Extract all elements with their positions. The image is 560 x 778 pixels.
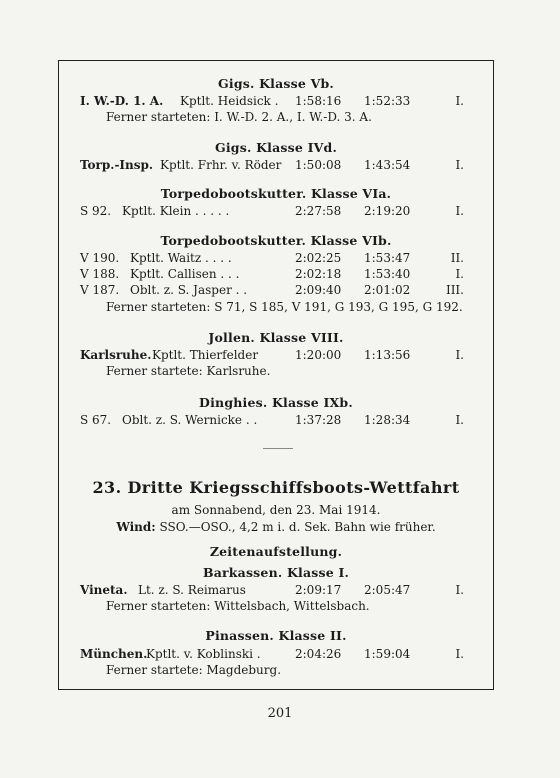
other-starters-note: Ferner startete: Magdeburg. xyxy=(106,663,282,677)
elapsed-time: 2:04:26 xyxy=(295,647,342,661)
placing: I. xyxy=(455,94,464,108)
corrected-time: 2:19:20 xyxy=(364,204,411,218)
result-row xyxy=(80,347,464,363)
boat-name: S 67. xyxy=(80,413,112,427)
placing: I. xyxy=(455,348,464,362)
other-starters-note: Ferner starteten: I. W.-D. 2. A., I. W.-D. 3. A. xyxy=(106,110,372,124)
wind-line xyxy=(58,520,494,534)
section-heading-dinghies: Dinghies. Klasse IXb. xyxy=(199,395,353,410)
wind-label: Wind: xyxy=(116,520,156,534)
section-heading-torpedo-vib: Torpedobootskutter. Klasse VIb. xyxy=(160,233,392,248)
placing: I. xyxy=(455,267,464,281)
boat-name: Vineta. xyxy=(80,583,128,597)
section-heading-gigs-ivd: Gigs. Klasse IVd. xyxy=(214,140,338,155)
skipper-name: Kptlt. Heidsick . xyxy=(180,94,279,108)
boat-name: V 188. xyxy=(80,267,120,281)
result-row xyxy=(80,157,464,173)
corrected-time: 1:53:47 xyxy=(364,251,411,265)
elapsed-time: 2:27:58 xyxy=(295,204,342,218)
skipper-name: Lt. z. S. Reimarus xyxy=(138,583,246,597)
wind-text: SSO.—OSO., 4,2 m i. d. Sek. Bahn wie früher. xyxy=(159,520,436,534)
page-number: 201 xyxy=(267,706,293,721)
elapsed-time: 2:02:25 xyxy=(295,251,342,265)
result-row xyxy=(80,412,464,428)
placing: I. xyxy=(455,204,464,218)
skipper-name: Oblt. z. S. Wernicke . . xyxy=(122,413,258,427)
result-row xyxy=(80,93,464,109)
elapsed-time: 1:50:08 xyxy=(295,158,342,172)
corrected-time: 1:13:56 xyxy=(364,348,411,362)
other-starters-note: Ferner starteten: Wittelsbach, Wittelsbach. xyxy=(106,599,370,613)
placing: I. xyxy=(455,647,464,661)
result-row xyxy=(80,266,464,282)
section-divider xyxy=(263,448,293,449)
skipper-name: Kptlt. Callisen . . . xyxy=(130,267,240,281)
regatta-title: 23. Dritte Kriegsschiffsboots-Wettfahrt xyxy=(92,478,460,497)
boat-name: V 190. xyxy=(80,251,120,265)
skipper-name: Oblt. z. S. Jasper . . xyxy=(130,283,248,297)
corrected-time: 1:28:34 xyxy=(364,413,411,427)
section-heading-barkassen: Barkassen. Klasse I. xyxy=(202,565,350,580)
corrected-time: 1:43:54 xyxy=(364,158,411,172)
skipper-name: Kptlt. Waitz . . . . xyxy=(130,251,232,265)
skipper-name: Kptlt. v. Koblinski . xyxy=(146,647,261,661)
placing: I. xyxy=(455,158,464,172)
placing: I. xyxy=(455,583,464,597)
result-row xyxy=(80,582,464,598)
placing: I. xyxy=(455,413,464,427)
result-row xyxy=(80,282,464,298)
elapsed-time: 1:58:16 xyxy=(295,94,342,108)
result-row xyxy=(80,646,464,662)
corrected-time: 2:05:47 xyxy=(364,583,411,597)
elapsed-time: 1:37:28 xyxy=(295,413,342,427)
other-starters-note: Ferner startete: Karlsruhe. xyxy=(106,364,271,378)
section-heading-jollen: Jollen. Klasse VIII. xyxy=(208,330,344,345)
corrected-time: 1:53:40 xyxy=(364,267,411,281)
section-heading-gigs-vb: Gigs. Klasse Vb. xyxy=(218,76,334,91)
corrected-time: 2:01:02 xyxy=(364,283,411,297)
other-starters-note: Ferner starteten: S 71, S 185, V 191, G 193, G 195, G 192. xyxy=(106,300,463,314)
skipper-name: Kptlt. Klein . . . . . xyxy=(122,204,230,218)
boat-name: München. xyxy=(80,647,148,661)
elapsed-time: 2:02:18 xyxy=(295,267,342,281)
corrected-time: 1:52:33 xyxy=(364,94,411,108)
result-row xyxy=(80,250,464,266)
boat-name: Torp.-Insp. xyxy=(80,158,154,172)
placing: II. xyxy=(450,251,464,265)
section-heading-torpedo-via: Torpedobootskutter. Klasse VIa. xyxy=(160,186,392,201)
boat-name: I. W.-D. 1. A. xyxy=(80,94,164,108)
placing: III. xyxy=(445,283,464,297)
corrected-time: 1:59:04 xyxy=(364,647,411,661)
elapsed-time: 2:09:40 xyxy=(295,283,342,297)
times-subheading: Zeitenaufstellung. xyxy=(209,544,343,559)
elapsed-time: 1:20:00 xyxy=(295,348,342,362)
boat-name: S 92. xyxy=(80,204,112,218)
elapsed-time: 2:09:17 xyxy=(295,583,342,597)
boat-name: V 187. xyxy=(80,283,120,297)
section-heading-pinassen: Pinassen. Klasse II. xyxy=(205,628,347,643)
boat-name: Karlsruhe. xyxy=(80,348,152,362)
skipper-name: Kptlt. Frhr. v. Röder xyxy=(160,158,282,172)
result-row xyxy=(80,203,464,219)
regatta-date: am Sonnabend, den 23. Mai 1914. xyxy=(171,503,381,517)
skipper-name: Kptlt. Thierfelder xyxy=(152,348,259,362)
